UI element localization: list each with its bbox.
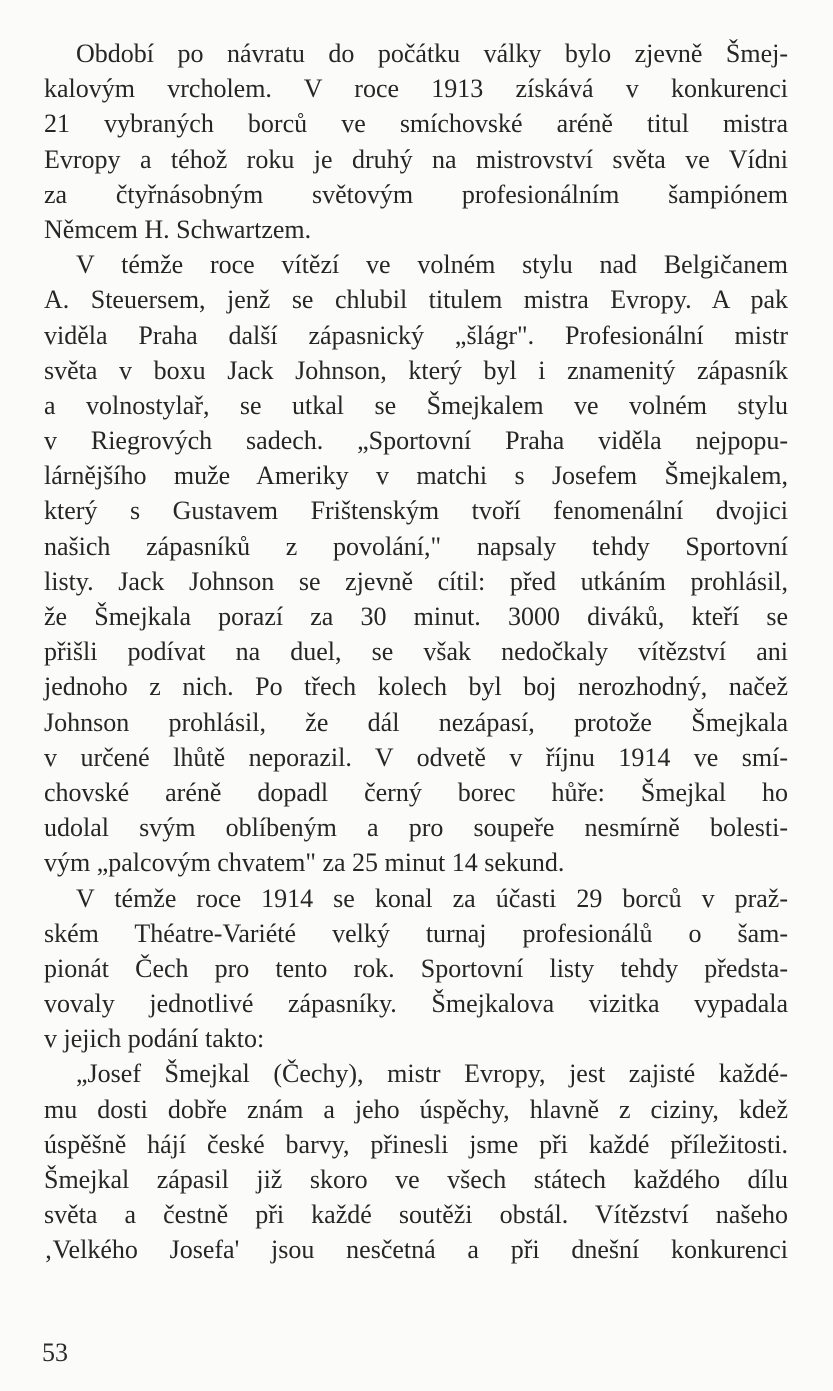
text-line: a volnostylař, se utkal se Šmejkalem ve volném stylu <box>44 390 788 420</box>
text-line: lárnějšího muže Ameriky v matchi s Josefem Šmejkalem, <box>44 461 788 491</box>
text-line: úspěšně hájí české barvy, přinesli jsme při každé příležitosti. <box>44 1129 788 1159</box>
text-line: světa v boxu Jack Johnson, který byl i znamenitý zápasník <box>44 355 788 385</box>
page-number: 53 <box>42 1338 68 1367</box>
text-line: vým „palcovým chvatem" za 25 minut 14 sekund. <box>44 848 565 878</box>
text-line: mu dosti dobře znám a jeho úspěchy, hlavně z ciziny, kdež <box>44 1094 788 1124</box>
text-line: Období po návratu do počátku války bylo zjevně Šmej- <box>76 39 788 68</box>
text-line: přišli podívat na duel, se však nedočkaly vítězství ani <box>44 637 788 667</box>
text-line: listy. Jack Johnson se zjevně cítil: před utkáním prohlásil, <box>44 566 788 596</box>
text-line: že Šmejkala porazí za 30 minut. 3000 diváků, kteří se <box>44 602 788 631</box>
text-line: ‚Velkého Josefa' jsou nesčetná a při dnešní konkurenci <box>44 1235 788 1265</box>
text-line: světa a čestně při každé soutěži obstál. Vítězství našeho <box>44 1200 788 1230</box>
text-line: Evropy a téhož roku je druhý na mistrovství světa ve Vídni <box>44 144 788 174</box>
text-line: kalovým vrcholem. V roce 1913 získává v konkurenci <box>44 74 788 104</box>
text-line: vovaly jednotlivé zápasníky. Šmejkalova vizitka vypadala <box>44 989 788 1019</box>
text-line: ském Théatre-Variété velký turnaj profesionálů o šam- <box>44 918 788 948</box>
text-line: našich zápasníků z povolání," napsaly tehdy Sportovní <box>44 531 788 561</box>
text-line: udolal svým oblíbeným a pro soupeře nesmírně bolesti- <box>44 813 788 843</box>
text-line: v jejich podání takto: <box>44 1024 265 1054</box>
text-line: viděla Praha další zápasnický „šlágr". Profesionální mistr <box>44 320 788 350</box>
text-line: Johnson prohlásil, že dál nezápasí, protože Šmejkala <box>44 707 788 737</box>
text-line: v Riegrových sadech. „Sportovní Praha viděla nejpopu- <box>44 426 788 456</box>
body-text <box>44 36 788 1268</box>
text-line: za čtyřnásobným světovým profesionálním šampiónem <box>44 179 788 209</box>
text-line: jednoho z nich. Po třech kolech byl boj nerozhodný, načež <box>44 672 788 702</box>
text-line: pionát Čech pro tento rok. Sportovní listy tehdy předsta- <box>44 953 788 983</box>
text-line: chovské aréně dopadl černý borec hůře: Šmejkal ho <box>44 777 788 807</box>
text-line: V témže roce vítězí ve volném stylu nad Belgičanem <box>76 250 788 280</box>
text-line: Němcem H. Schwartzem. <box>44 214 312 244</box>
text-line: v určené lhůtě neporazil. V odvetě v říjnu 1914 ve smí- <box>44 742 788 772</box>
text-line: A. Steuersem, jenž se chlubil titulem mistra Evropy. A pak <box>44 285 788 315</box>
text-line: Šmejkal zápasil již skoro ve všech státech každého dílu <box>44 1165 788 1194</box>
text-line: „Josef Šmejkal (Čechy), mistr Evropy, jest zajisté každé- <box>76 1059 788 1089</box>
text-line: V témže roce 1914 se konal za účasti 29 borců v praž- <box>76 883 788 913</box>
text-line: který s Gustavem Frištenským tvoří fenomenální dvojici <box>44 496 788 526</box>
text-line: 21 vybraných borců ve smíchovské aréně titul mistra <box>44 109 788 139</box>
